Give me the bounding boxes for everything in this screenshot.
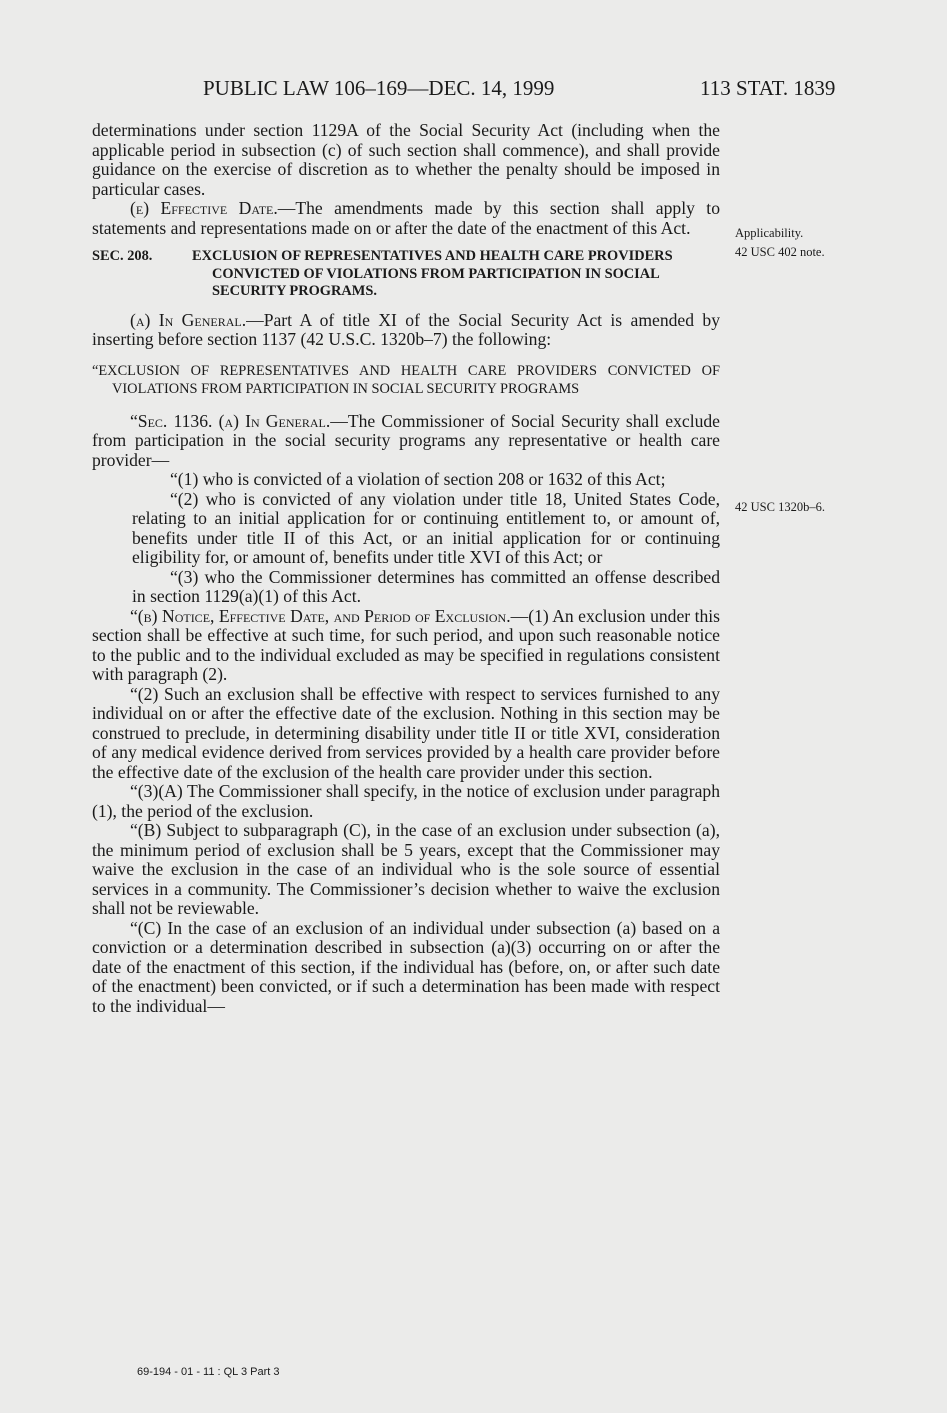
margin-note-usc-402: 42 USC 402 note. xyxy=(735,245,825,259)
subsection-text: —The amendments made by this section shall apply to statements and representations made on or after the date of the enactment of this Act. xyxy=(92,198,720,238)
paragraph-3b: “(B) Subject to subparagraph (C), in the case of an exclusion under subsection (a), the minimum period of exclusion shall be 5 years, except that the Commissioner may waive the exclusion in the case of an individual who is the sole source of essential services in a community. The Commissioner’s decision whether to waive the exclusion shall not be reviewable. xyxy=(92,820,720,918)
subsection-heading: (a) In General. xyxy=(130,309,247,330)
law-title: PUBLIC LAW 106–169—DEC. 14, 1999 xyxy=(203,76,555,100)
body-text xyxy=(92,121,720,1016)
paragraph-determinations: determinations under section 1129A of the Social Security Act (including when the applicable period in subsection (c) of such section shall commence), and shall provide guidance on the exercise of discretion as to whether the penalty should be imposed in particular cases. xyxy=(92,120,720,199)
margin-note-applicability: Applicability. xyxy=(735,226,804,240)
page-header xyxy=(0,76,947,106)
list-item-1: “(1) who is convicted of a violation of section 208 or 1632 of this Act; xyxy=(170,469,666,489)
list-item-3: “(3) who the Commissioner determines has committed an offense described in section 1129(a)(1) of this Act. xyxy=(132,566,720,606)
subsection-heading: “(b) Notice, Effective Date, and Period of Exclusion. xyxy=(130,605,511,626)
statute-page-number: 113 STAT. 1839 xyxy=(700,76,836,100)
subsection-text: —(1) An exclusion under this section shall be effective at such time, for such period, and upon such reasonable notice to the public and to the individual excluded as may be specified in regulations consistent with paragraph (2). xyxy=(92,605,721,684)
subsection-heading: (e) Effective Date. xyxy=(130,198,278,218)
paragraph-in-general xyxy=(92,311,720,350)
margin-note-usc-1320b6: 42 USC 1320b–6. xyxy=(735,500,825,514)
page-footer-code: 69-194 - 01 - 11 : QL 3 Part 3 xyxy=(137,1366,280,1378)
paragraph-3a: “(3)(A) The Commissioner shall specify, in the notice of exclusion under paragraph (1), the period of the exclusion. xyxy=(92,781,720,821)
section-text: —The Commissioner of Social Security shall exclude from participation in the social security programs any representative or health care provider— xyxy=(92,410,720,470)
paragraph-sec-1136 xyxy=(92,412,720,471)
paragraph-3c: “(C) In the case of an exclusion of an individual under subsection (a) based on a conviction or a determination described in subsection (a)(3) occurring on or after the date of the enactment of this section, if the individual has (before, on, or after such date of the enactment) been convicted, or if such a determination has been made with respect to the individual— xyxy=(92,917,720,1016)
quoted-section-heading: “EXCLUSION OF REPRESENTATIVES AND HEALTH CARE PROVIDERS CONVICTED OF VIOLATIONS FROM PARTICIPATION IN SOCIAL SECURITY PROGRAMS xyxy=(92,362,720,397)
list-item-2: “(2) who is convicted of any violation under title 18, United States Code, relating to an initial application for or continuing entitlement to, or amount of, benefits under title II of this Act, or an initial application for or continuing eligibility for, or amount of, benefits under title XVI of this Act; or xyxy=(132,488,720,567)
section-heading xyxy=(92,248,720,301)
paragraph-notice xyxy=(92,607,720,685)
section-lead: “Sec. 1136. (a) In General. xyxy=(130,410,331,431)
paragraph-2: “(2) Such an exclusion shall be effective with respect to services furnished to any individual on or after the effective date of the exclusion. Nothing in this section may be construed to preclude, in determining disability under title II or title XVI, consideration of any medical evidence derived from services provided by a health care provider before the effective date of the exclusion of the health care provider under this section. xyxy=(92,683,720,782)
paragraph-effective-date xyxy=(92,199,720,238)
section-number: SEC. 208. xyxy=(92,248,153,264)
subsection-text: —Part A of title XI of the Social Security Act is amended by inserting before section 1137 (42 U.S.C. 1320b–7) the following: xyxy=(92,309,720,349)
section-title: EXCLUSION OF REPRESENTATIVES AND HEALTH CARE PROVIDERS CONVICTED OF VIOLATIONS FROM PARTICIPATION IN SOCIAL SECURITY PROGRAMS. xyxy=(192,248,673,299)
